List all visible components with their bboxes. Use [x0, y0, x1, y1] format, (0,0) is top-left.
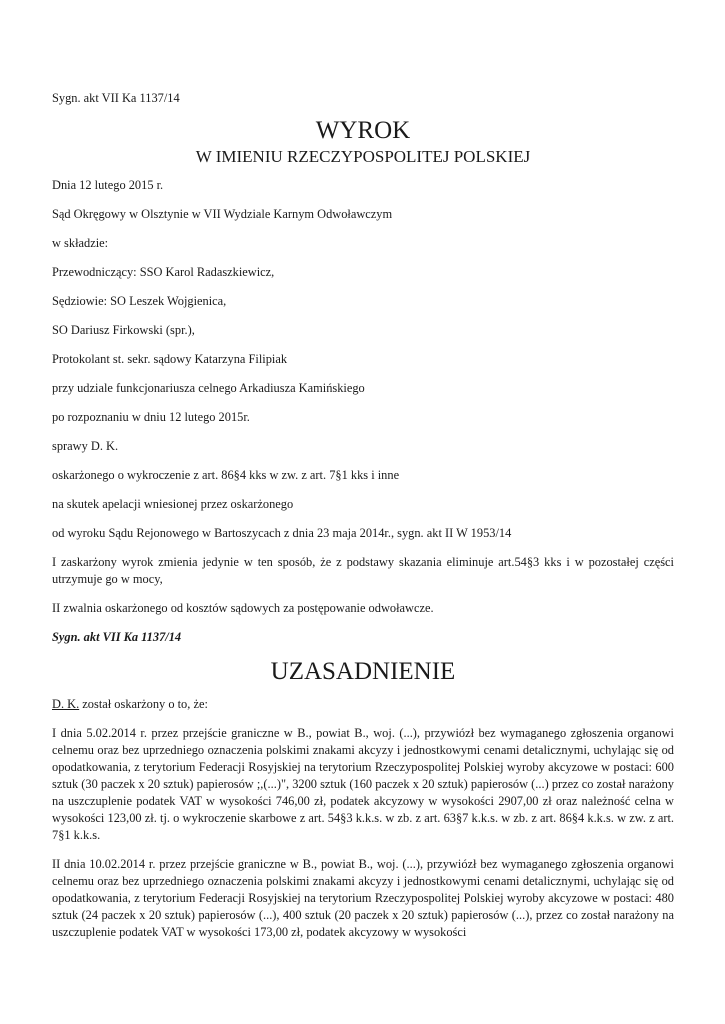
clerk: Protokolant st. sekr. sądowy Katarzyna Filipiak — [52, 352, 288, 366]
justification-case-number: Sygn. akt VII Ka 1137/14 — [52, 630, 182, 644]
court-name: Sąd Okręgowy w Olsztynie w VII Wydziale Karnym Odwoławczym — [52, 207, 393, 221]
case-party: sprawy D. K. — [52, 439, 119, 453]
composition-label: w składzie: — [52, 236, 109, 250]
customs-officer: przy udziale funkcjonariusza celnego Arkadiusza Kamińskiego — [52, 381, 365, 395]
hearing-date: po rozpoznaniu w dniu 12 lutego 2015r. — [52, 410, 250, 424]
document-title: WYROK — [315, 117, 411, 144]
judges: Sędziowie: SO Leszek Wojgienica, — [52, 294, 227, 308]
ruling-point-1: I zaskarżony wyrok zmienia jedynie w ten sposób, że z podstawy skazania eliminuje art.54§3 kks i w pozostałej części utrzymuje go w mocy, — [52, 555, 674, 586]
accused-statement-text: został oskarżony o to, że: — [79, 697, 208, 711]
document-page — [52, 90, 674, 953]
judgment-date: Dnia 12 lutego 2015 r. — [52, 178, 164, 192]
judge-rapporteur: SO Dariusz Firkowski (spr.), — [52, 323, 195, 337]
case-number: Sygn. akt VII Ka 1137/14 — [52, 91, 180, 105]
chair-judge: Przewodniczący: SSO Karol Radaszkiewicz, — [52, 265, 275, 279]
accused-name: D. K. — [52, 697, 80, 711]
justification-title: UZASADNIENIE — [270, 658, 456, 685]
ruling-point-2: II zwalnia oskarżonego od kosztów sądowych za postępowanie odwoławcze. — [52, 601, 434, 615]
charge-summary: oskarżonego o wykroczenie z art. 86§4 kks w zw. z art. 7§1 kks i inne — [52, 468, 400, 482]
appealed-judgment: od wyroku Sądu Rejonowego w Bartoszycach z dnia 23 maja 2014r., sygn. akt II W 1953/14 — [52, 526, 512, 540]
document-subtitle: W IMIENIU RZECZYPOSPOLITEJ POLSKIEJ — [195, 147, 531, 166]
accused-statement — [52, 696, 674, 713]
charge-2: II dnia 10.02.2014 r. przez przejście graniczne w B., powiat B., woj. (...), przywiózł bez wymaganego zgłoszenia organowi celnemu oraz bez uprzedniego oznaczenia polskimi znakami akcyzy i jednostkowymi cenami detalicznymi, uchylając się od opodatkowania, z terytorium Federacji Rosyjskiej na terytorium Rzeczypospolitej Polskiej wyroby akcyzowe w postaci: 480 sztuk (24 paczek x 20 sztuk) papierosów (...), 400 sztuk (20 paczek x 20 sztuk) papierosów (...), przez co został narażony na uszczuplenie podatek VAT w wysokości 173,00 zł, podatek akcyzowy w wysokości — [52, 857, 674, 939]
appeal-basis: na skutek apelacji wniesionej przez oskarżonego — [52, 497, 294, 511]
charge-1: I dnia 5.02.2014 r. przez przejście graniczne w B., powiat B., woj. (...), przywiózł bez wymaganego zgłoszenia organowi celnemu oraz bez uprzedniego oznaczenia polskimi znakami akcyzy i jednostkowymi cenami detalicznymi, uchylając się od opodatkowania, z terytorium Federacji Rosyjskiej na terytorium Rzeczypospolitej Polskiej wyroby akcyzowe w postaci: 600 sztuk (30 paczek x 20 sztuk) papierosów ;,(...)", 3200 sztuk (160 paczek x 20 sztuk) papierosów (...) przez co został narażony na uszczuplenie podatek VAT w wysokości 746,00 zł, podatek akcyzowy w wysokości 2907,00 zł oraz należność celna w wysokości 123,00 zł. tj. o wykroczenie skarbowe z art. 54§3 k.k.s. w zb. z art. 63§7 k.k.s. w zb. z art. 86§4 k.k.s. w zw. z art. 7§1 k.k.s. — [52, 726, 674, 842]
